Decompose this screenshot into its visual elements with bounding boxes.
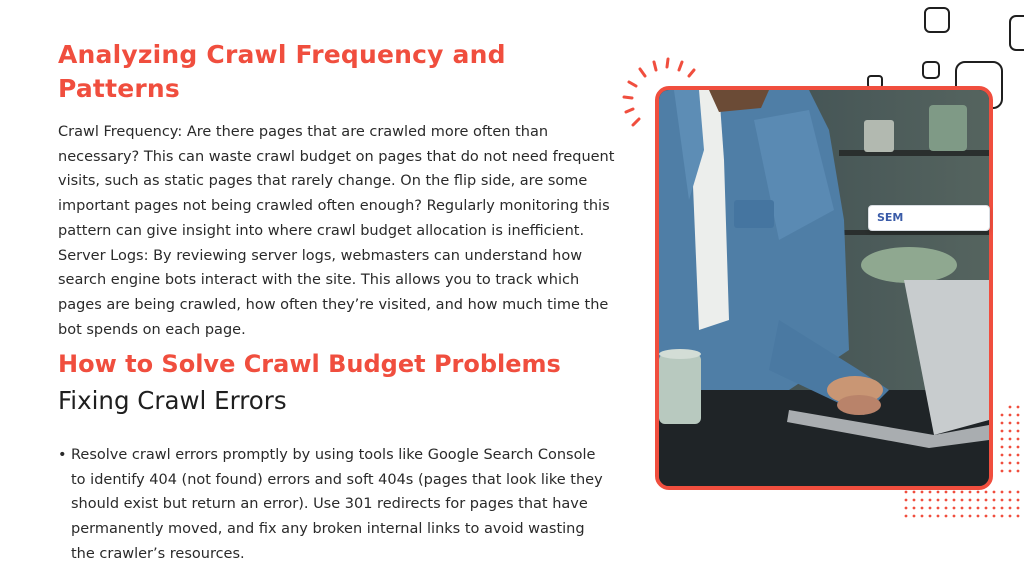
- subtitle-fixing-crawl-errors: Fixing Crawl Errors: [58, 386, 287, 416]
- section-title-crawl-frequency: Analyzing Crawl Frequency and Patterns: [58, 40, 506, 103]
- bullet-marker: •: [58, 446, 67, 463]
- sem-search-card: [868, 205, 990, 231]
- sem-label: SEM: [877, 211, 904, 224]
- dot-grid-decoration: [900, 404, 1024, 524]
- paragraph-server-logs: Server Logs: By reviewing server logs, webmasters can understand how search engine bots interact with the site. This allows you to track which pages are being crawled, how often they’re visited, and how much time the bot spends on each page.: [58, 247, 609, 338]
- paragraph-crawl-frequency: Crawl Frequency: Are there pages that are crawled more often than necessary? This can waste crawl budget on pages that do not need frequent visits, such as static pages that rarely change. On the flip side, are some important pages not being crawled often enough? Regularly monitoring this pattern can give insight into where crawl budget allocation is inefficient.: [58, 124, 615, 239]
- list-item: [58, 443, 618, 567]
- main-content: [58, 38, 618, 566]
- bullet-text-crawl-errors: Resolve crawl errors promptly by using tools like Google Search Console to identify 404 (not found) errors and soft 404s (pages that look like they should exist but return an error). Use 301 redirects for pages that have permanently moved, and fix any broken internal links to avoid wasting the crawler’s resources.: [71, 446, 603, 562]
- section-title-solve-crawl-budget: How to Solve Crawl Budget Problems: [58, 350, 561, 379]
